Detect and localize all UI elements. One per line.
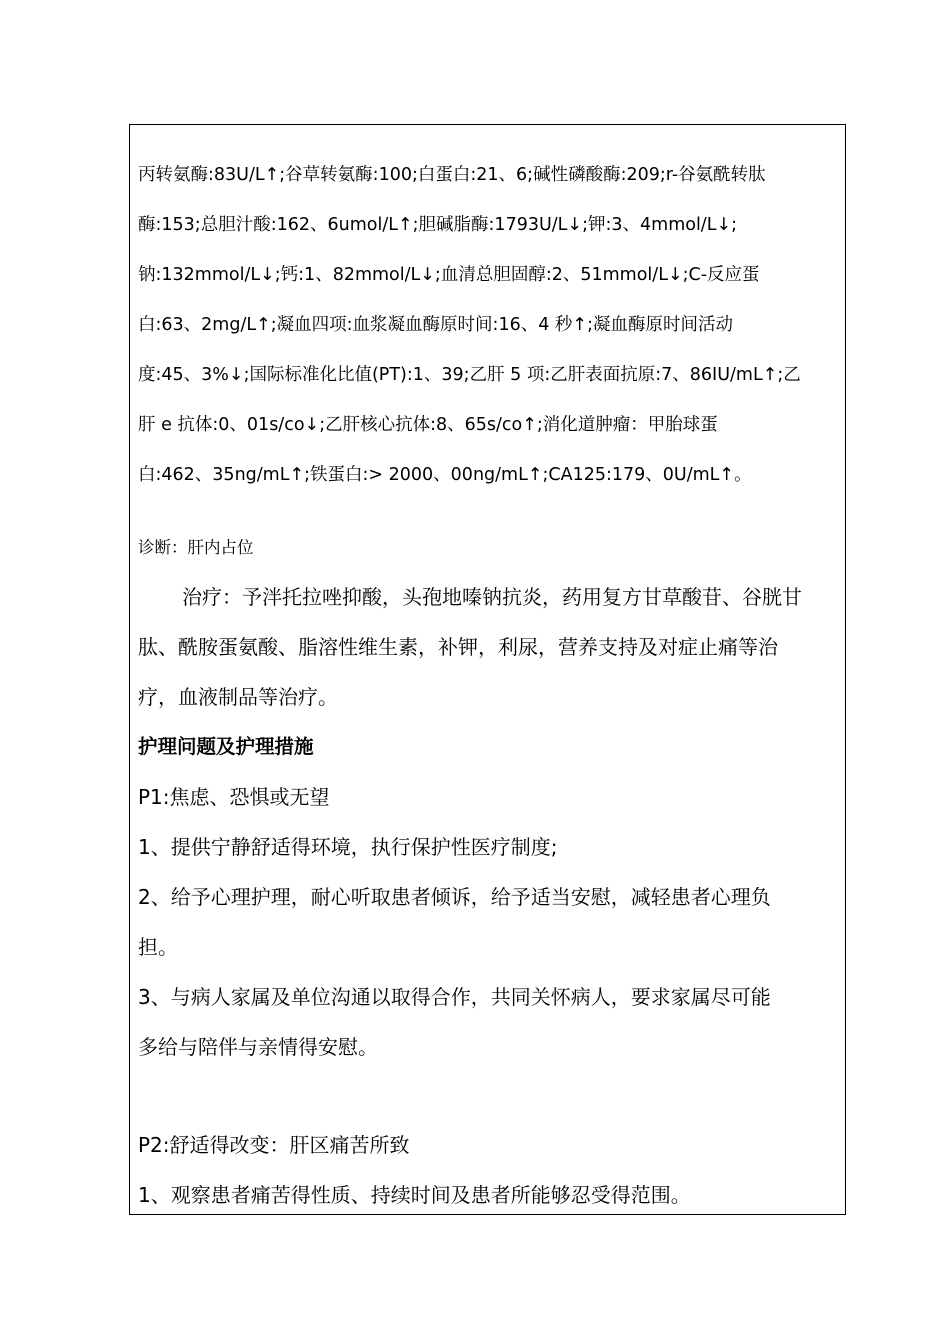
lab-line: 度:45、3%↓;国际标准化比值(PT):1、39;乙肝 5 项:乙肝表面抗原:7、86IU/mL↑;乙 (138, 365, 801, 385)
p1-item: 多给与陪伴与亲情得安慰。 (138, 1035, 378, 1059)
treatment-line: 肽、酰胺蛋氨酸、脂溶性维生素，补钾，利尿，营养支持及对症止痛等治 (138, 635, 778, 659)
p1-item: 2、给予心理护理，耐心听取患者倾诉，给予适当安慰，减轻患者心理负 (138, 885, 771, 909)
lab-line: 白:462、35ng/mL↑;铁蛋白:> 2000、00ng/mL↑;CA125:179、0U/mL↑。 (138, 465, 752, 485)
section-heading: 护理问题及护理措施 (138, 735, 314, 758)
treatment-line: 治疗：予泮托拉唑抑酸，头孢地嗪钠抗炎，药用复方甘草酸苷、谷胱甘 (182, 585, 802, 609)
lab-line: 白:63、2mg/L↑;凝血四项:血浆凝血酶原时间:16、4 秒↑;凝血酶原时间活动 (138, 315, 733, 335)
treatment-line: 疗，血液制品等治疗。 (138, 685, 338, 709)
lab-line: 肝 e 抗体:0、01s/co↓;乙肝核心抗体:8、65s/co↑;消化道肿瘤：甲胎球蛋 (138, 415, 718, 435)
p2-item: 1、观察患者痛苦得性质、持续时间及患者所能够忍受得范围。 (138, 1183, 691, 1207)
p1-title: P1:焦虑、恐惧或无望 (138, 785, 330, 809)
p2-title: P2:舒适得改变：肝区痛苦所致 (138, 1133, 410, 1157)
p1-item: 1、提供宁静舒适得环境，执行保护性医疗制度; (138, 835, 558, 859)
lab-line: 酶:153;总胆汁酸:162、6umol/L↑;胆碱脂酶:1793U/L↓;钾:3、4mmol/L↓; (138, 215, 738, 235)
lab-line: 丙转氨酶:83U/L↑;谷草转氨酶:100;白蛋白:21、6;碱性磷酸酶:209;r-谷氨酰转肽 (138, 165, 766, 185)
p1-item: 3、与病人家属及单位沟通以取得合作，共同关怀病人，要求家属尽可能 (138, 985, 771, 1009)
lab-line: 钠:132mmol/L↓;钙:1、82mmol/L↓;血清总胆固醇:2、51mmol/L↓;C-反应蛋 (138, 265, 760, 285)
p1-item: 担。 (138, 935, 178, 959)
diagnosis-text: 诊断：肝内占位 (138, 538, 254, 557)
